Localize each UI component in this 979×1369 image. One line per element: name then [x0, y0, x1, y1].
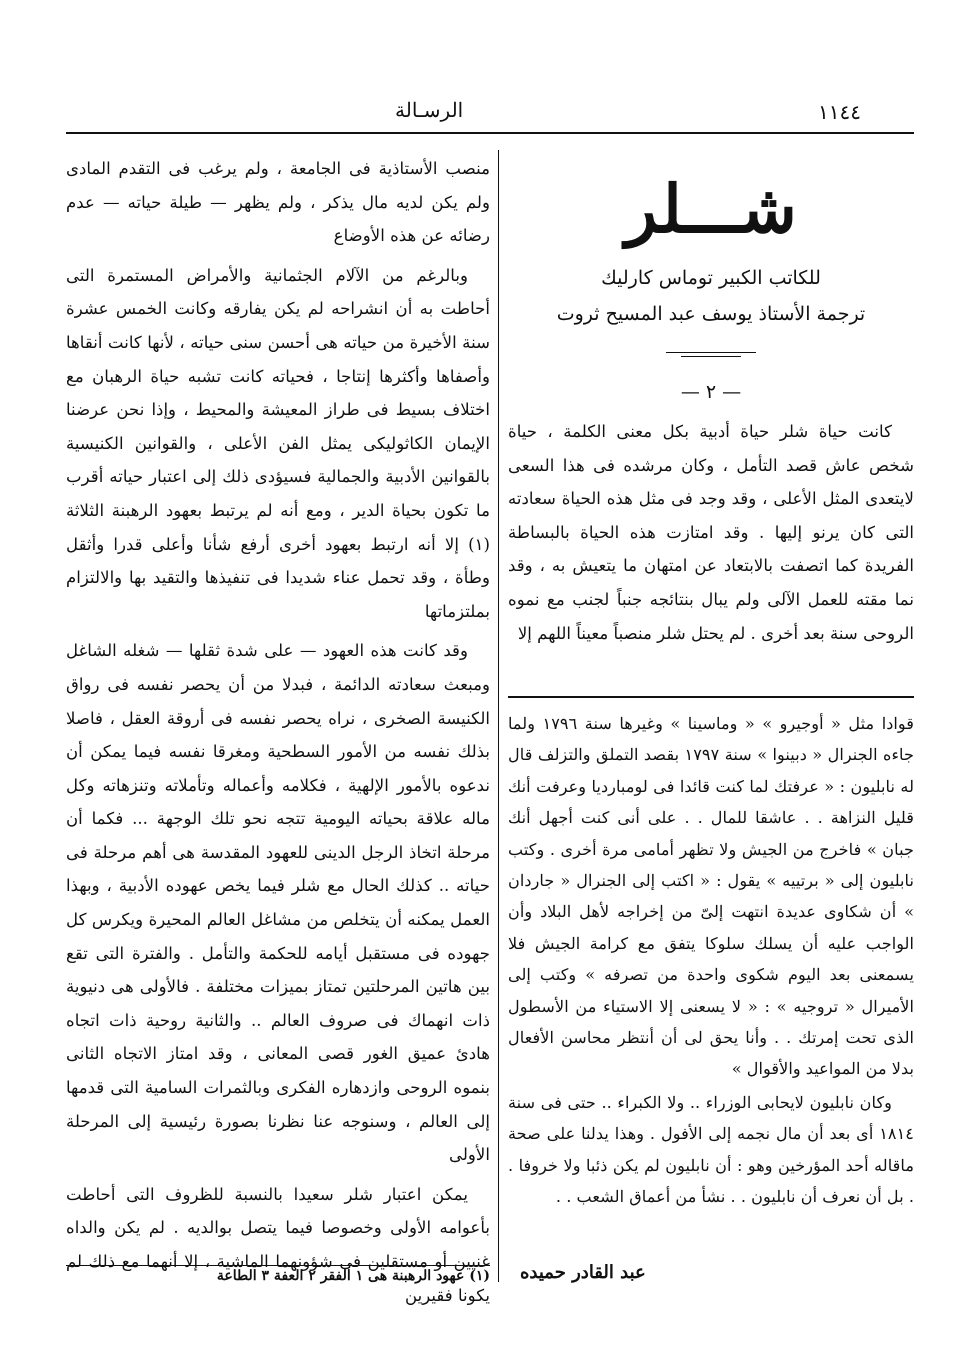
page-number: ١١٤٤ [818, 100, 861, 124]
translator-line: ترجمة الأستاذ يوسف عبد المسيح ثروت [556, 303, 866, 325]
paragraph: وكان نابليون لايحابى الوزراء .. ولا الكبراء .. حتى فى سنة ١٨١٤ أى بعد أن مال نجمه إلى الأفول . وهذا يدلنا على صحة ماقاله أحد المؤرخين وهو : أن نابليون لم يكن ذئبا ولا خروفا . . بل أن نعرف أن نابليون . . نشأ من أعماق الشعب . . [508, 1092, 914, 1207]
decorative-rule [666, 352, 756, 353]
paragraph: قوادا مثل « أوجيرو » « وماسينا » وغيرها سنة ١٧٩٦ ولما جاءه الجنرال « دبينوا » سنة ١٧٩٧ بقصد التملق والتزلف قال له نابليون : « عرفتك لما كنت قائدا فى لومبارديا وعرفت أنك قليل النزاهة . . عاشقا للمال . . على أنى كنت أجهل أنك جبان » فاخرج من الجيش ولا تظهر أمامى مرة أخرى . وكتب نابليون إلى « برتييه » يقول : « اكتب إلى الجنرال « جاردان » أن شكاوى عديدة انتهت إلىّ من إخراجه لأهل البلاد وأن الواجب عليه أن يسلك سلوكا يتفق مع كرامة الجيش فلا يسمعنى بعد اليوم شكوى واحدة من تصرفه » وكتب إلى الأميرال « تروجيه » : « لا يسعنى إلا الاستياء من الأسطول الذى تحت إمرتك . . وأنا يحق لى أن أنتظر محاسن الأفعال بدلا من المواعيد والأقوال » [508, 714, 915, 1079]
right-column [508, 152, 914, 656]
part-number: — ٢ — [680, 381, 742, 403]
paragraph: وقد كانت هذه العهود — على شدة ثقلها — شغله الشاغل ومبعث سعادته الدائمة ، فبدلا من أن يحصر نفسه فى رواق الكنيسة الصخرى ، نراه يحصر نفسه فى أروقة العقل ، فاصلا بذلك نفسه من الأمور السطحية ومغرقا نفسه فيما يمكن أن ندعوه بالأمور الإلهية ، فكلامه وأعماله وتأملاته وتنزهاته وكل ماله علاقة بحياته اليومية تتجه نحو تلك الوجهة ... فكما أن مرحلة اتخاذ الرجل الدينى للعهود المقدسة هى أهم مرحلة فى حياته .. كذلك الحال مع شلر فيما يخص عهوده الأدبية ، وبهذا العمل يمكنه أن يتخلص من مشاغل العالم المحيرة ويكرس كل جهوده فى مستقبل أيامه للحكمة والتأمل . والفترة التى تقع بين هاتين المرحلتين تمتاز بميزات مختلفة . فالأولى هى دنيوية ذات انهماك فى صروف العالم .. والثانية روحية ذات اتجاه هادئ عميق الغور قصى المعانى ، وقد امتاز الاتجاه الثانى بنموه الروحى وازدهاره الفكرى وبالثمرات السامية التى قدمها إلى العالم ، وسنوجه عنا نظرنا بصورة رئيسية إلى المرحلة الأولى [66, 641, 490, 1165]
left-column [66, 152, 490, 1318]
paragraph: وبالرغم من الآلام الجثمانية والأمراض المستمرة التى أحاطت به أن انشراحه لم يكن يفارقه وكانت الخمس عشرة سنة الأخيرة من حياته هى أحسن سنى حياته ، لأنها كانت أنقاها وأصفاها وأكثرها إنتاجا ، فحياته كانت تشبه حياة الرهبان مع اختلاف بسيط فى طراز المعيشة والمحيط ، وإذا نحن عرضنا الإيمان الكاثوليكى يمثل الفن الأعلى ، والقوانين الكنيسية بالقوانين الأدبية والجمالية فسيؤدى ذلك إلى اعتبار حياته أقرب ما تكون بحياة الدير ، ومع أنه لم يرتبط بعهود الرهبنة الثلاثة (١) إلا أنه ارتبط بعهود أخرى أرفع شأنا وأعلى قدرا وأثقل وطأة ، وقد تحمل عناء شديدا فى تنفيذها والتقيد بها والالتزام بملتزماتها [66, 265, 490, 621]
paragraph: يمكن اعتبار شلر سعيدا بالنسبة للظروف التى أحاطت بأعوامه الأولى وخصوصا فيما يتصل بوالديه . لم يكن والداه غنيين أو مستقلين فى شؤونهما الماشية ، إلا أنهما مع ذلك لم يكونا فقيرين [66, 1184, 490, 1305]
intro-paragraph: كانت حياة شلر حياة أدبية بكل معنى الكلمة ، حياة شخص عاش قصد التأمل ، وكان مرشده فى هذا السعى لايتعدى المثل الأعلى ، وقد وجد فى مثل هذه الحياة سعادته التى كان يرنو إليها . وقد امتازت هذه الحياة بالبساطة الفريدة كما اتصفت بالابتعاد عن امتهان ما يتعيش به ، وقد نما مقته للعمل الآلى ولم يبال بنتائجه جنباً لجنب مع نموه الروحى سنة بعد أخرى . لم يحتل شلر منصباً معيناً اللهم إلا [508, 422, 914, 643]
decorative-rule-short [681, 356, 741, 357]
article-title: شـــلر [625, 170, 797, 248]
right-column-lower [508, 708, 914, 1215]
section-rule [508, 696, 914, 698]
footnote: (١) عهود الرهبنة هى ١ الفقر ٢ العفة ٣ الطاعة [216, 1268, 490, 1284]
header-rule [66, 132, 914, 134]
author-line: للكاتب الكبير توماس كارليك [601, 267, 821, 289]
magazine-name: الرسـالة [395, 98, 464, 122]
author-signature: عبد القادر حميده [520, 1262, 646, 1283]
footnote-rule [66, 1265, 490, 1266]
column-divider [498, 150, 499, 1282]
paragraph: منصب الأستاذية فى الجامعة ، ولم يرغب فى التقدم المادى ولم يكن لديه مال يذكر ، ولم يظهر — طيلة حياته — عدم رضائه عن هذه الأوضاع [66, 159, 490, 246]
